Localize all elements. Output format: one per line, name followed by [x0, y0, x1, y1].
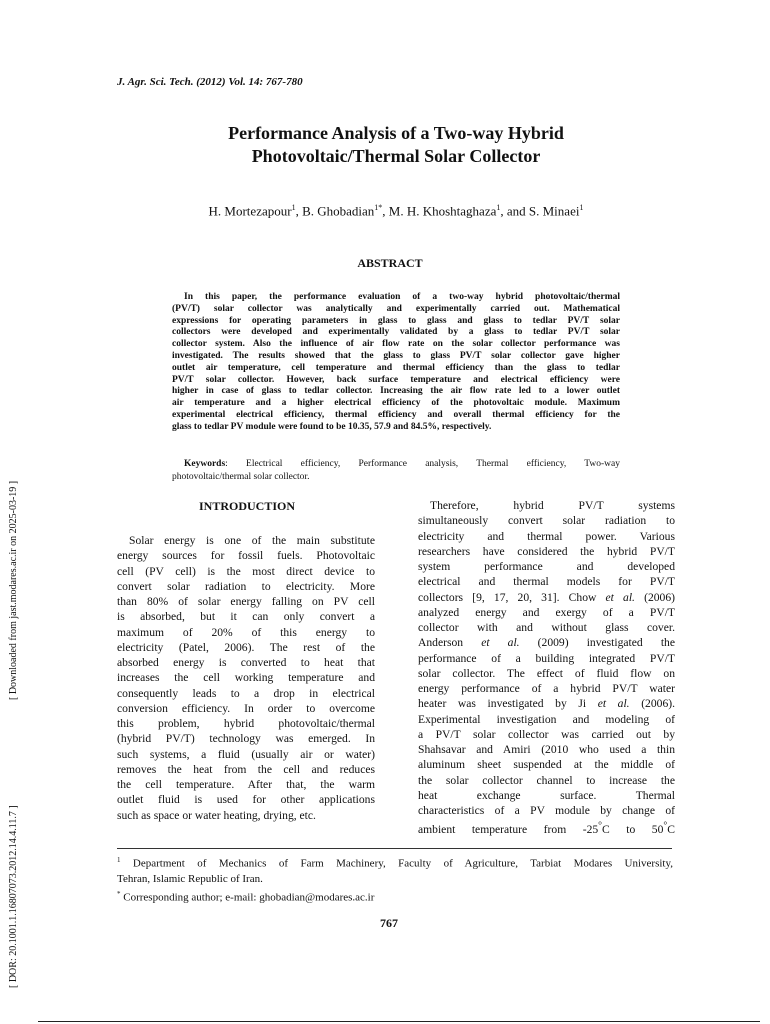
body-line: such systems, a fluid (usually air or water) — [117, 747, 375, 761]
abstract-line: outlet air temperature, cell temperature and thermal efficiency than the glass to tedlar — [172, 362, 620, 373]
body-text: ambient temperature from -25 — [418, 823, 599, 837]
affiliation-mark: 1* — [374, 203, 383, 212]
footnote-affiliation — [117, 853, 673, 872]
body-line: Solar energy is one of the main substitute — [129, 534, 375, 547]
citation-etal: et al. — [481, 636, 520, 650]
body-line: heat exchange surface. Thermal — [418, 788, 675, 802]
footnote-affiliation-cont: Tehran, Islamic Republic of Iran. — [117, 872, 263, 885]
abstract-line: PV/T solar collector. However, back surface temperature and electrical efficiency were — [172, 374, 620, 385]
body-line: maximum of 20% of this energy to — [117, 625, 375, 639]
journal-reference: J. Agr. Sci. Tech. (2012) Vol. 14: 767-780 — [117, 76, 303, 88]
body-line: (hybrid PV/T) technology was emerged. In — [117, 732, 375, 746]
body-text: (2009) investigated the — [519, 636, 675, 650]
body-line: convert solar radiation to electricity. More — [117, 579, 375, 593]
abstract-line: In this paper, the performance evaluation of a two-way hybrid photovoltaic/thermal — [184, 292, 620, 302]
body-line: than 80% of solar energy falling on PV cell — [117, 595, 375, 608]
body-line: this problem, hybrid photovoltaic/thermal — [117, 717, 375, 730]
keywords-line: photovoltaic/thermal solar collector. — [172, 472, 310, 482]
body-line: conversion efficiency. In order to overcome — [117, 701, 375, 715]
body-line: increases the cell working temperature and — [117, 671, 375, 685]
body-line: energy sources for fossil fuels. Photovoltaic — [117, 549, 375, 563]
body-line: electricity and thermal power. Various — [418, 529, 675, 543]
body-text: collectors [9, 17, 20, 31]. Chow — [418, 590, 606, 604]
body-line: the solar collector channel to increase the — [418, 773, 675, 787]
abstract-line: collectors were developed and experimentally validated by a glass to tedlar PV/T solar — [172, 327, 620, 338]
keywords-text: : Electrical efficiency, Performance analysis, Thermal efficiency, Two-way — [225, 459, 620, 469]
body-line: performance of a building integrated PV/T — [418, 651, 675, 665]
footnote-corresponding — [117, 887, 673, 906]
abstract-line: glass to tedlar PV module were found to be 10.35, 57.9 and 84.5%, respectively. — [172, 421, 492, 432]
body-line: is absorbed, but it can only convert a — [117, 610, 375, 624]
body-line: electrical and thermal models for PV/T — [418, 575, 675, 589]
title-line-2: Photovoltaic/Thermal Solar Collector — [251, 146, 541, 166]
author-list — [100, 203, 692, 219]
right-column — [418, 498, 675, 837]
affiliation-mark: 1 — [579, 203, 584, 212]
body-text: C to 50 — [602, 823, 664, 837]
abstract-line: (PV/T) solar collector was analytically and experimentally carried out. Mathematical — [172, 303, 620, 314]
body-line — [418, 635, 675, 650]
doi-stamp: [ DOR: 20.1001.1.16807073.2012.14.4.11.7 ] — [8, 805, 19, 988]
body-line — [418, 590, 675, 605]
body-line: cell (PV cell) is the most direct device to — [117, 564, 375, 578]
body-line — [418, 818, 675, 837]
citation-etal: et al. — [605, 590, 635, 604]
page-number: 767 — [380, 916, 398, 930]
body-line: aluminum sheet suspended at the middle of — [418, 758, 675, 772]
author-name: , M. H. Khoshtaghaza — [382, 203, 497, 219]
bottom-divider — [38, 1021, 760, 1022]
footnote-mark: * — [117, 889, 121, 898]
title-line-1: Performance Analysis of a Two-way Hybrid — [228, 123, 564, 143]
body-text: Anderson — [418, 636, 482, 650]
abstract-line: experimental electrical efficiency, thermal efficiency and overall thermal efficiency for the — [172, 409, 620, 420]
degree-sign: ° — [598, 820, 603, 832]
keywords — [172, 458, 620, 484]
body-line: energy performance of a hybrid PV/T water — [418, 682, 675, 695]
citation-etal: et al. — [597, 697, 630, 711]
body-line: simultaneously convert solar radiation to — [418, 514, 675, 528]
body-text: (2006). — [629, 697, 676, 711]
body-line: the cell temperature. After that, the warm — [117, 778, 375, 791]
footnote-divider — [117, 848, 672, 849]
body-line: such as space or water heating, drying, etc. — [117, 808, 316, 822]
body-line: electricity (Patel, 2006). The rest of the — [117, 640, 375, 654]
body-text: heater was investigated by Ji — [418, 697, 598, 711]
footnote-text: Department of Mechanics of Farm Machinery, Faculty of Agriculture, Tarbiat Modares University, — [120, 857, 673, 870]
body-line: characteristics of a PV module by change of — [418, 804, 675, 817]
body-line: consequently leads to a drop in electrical — [117, 686, 375, 700]
download-stamp: [ Downloaded from jast.modares.ac.ir on 2025-03-19 ] — [8, 480, 19, 700]
body-line: Therefore, hybrid PV/T systems — [430, 499, 675, 512]
footnote-mark: 1 — [117, 856, 121, 864]
body-text: (2006) — [634, 590, 676, 604]
body-line: a PV/T solar collector was carried out by — [418, 727, 675, 741]
abstract-line: investigated. The results showed that the glass to glass PV/T solar collector gave higher — [172, 350, 620, 361]
keywords-label: Keywords — [184, 459, 226, 469]
left-column — [117, 533, 375, 823]
abstract-line: expressions for operating parameters in glass to glass and glass to tedlar PV/T solar — [172, 315, 620, 326]
body-line: collector with and without glass cover. — [418, 621, 675, 634]
paper-title — [100, 122, 692, 168]
body-line: solar collector. The effect of fluid flow on — [418, 666, 675, 680]
body-line: system performance and developed — [418, 560, 675, 573]
footnote-text: Corresponding author; e-mail: ghobadian@modares.ac.ir — [120, 891, 375, 904]
body-line: outlet fluid is used for other applications — [117, 793, 375, 807]
degree-sign: ° — [663, 820, 668, 832]
abstract-heading: ABSTRACT — [357, 256, 423, 270]
abstract-line: higher in case of glass to tedlar collector. Increasing the air flow rate led to a lower outlet — [172, 386, 620, 397]
body-line: absorbed energy is converted to heat that — [117, 656, 375, 669]
abstract-line: collector system. Also the influence of air flow rate on the solar collector performance was — [172, 339, 620, 350]
footnotes — [117, 853, 673, 905]
author-name: H. Mortezapour — [208, 203, 292, 219]
body-line: Shahsavar and Amiri (2010 who used a thin — [418, 743, 675, 756]
author-name: , and S. Minaei — [500, 203, 580, 219]
affiliation-mark: 1 — [496, 203, 501, 212]
keywords-line — [172, 458, 620, 471]
body-line: researchers have considered the hybrid PV/T — [418, 544, 675, 558]
body-line: removes the heat from the cell and reduces — [117, 762, 375, 776]
body-line: Experimental investigation and modeling of — [418, 712, 675, 726]
body-line: analyzed energy and exergy of a PV/T — [418, 605, 675, 619]
affiliation-mark: 1 — [291, 203, 296, 212]
body-text: C — [667, 823, 675, 837]
body-line — [418, 696, 675, 711]
abstract-line: air temperature and a higher electrical efficiency of the photovoltaic module. Maximum — [172, 398, 620, 409]
introduction-heading: INTRODUCTION — [198, 499, 295, 513]
author-name: , B. Ghobadian — [295, 203, 375, 219]
abstract-body — [172, 292, 620, 434]
